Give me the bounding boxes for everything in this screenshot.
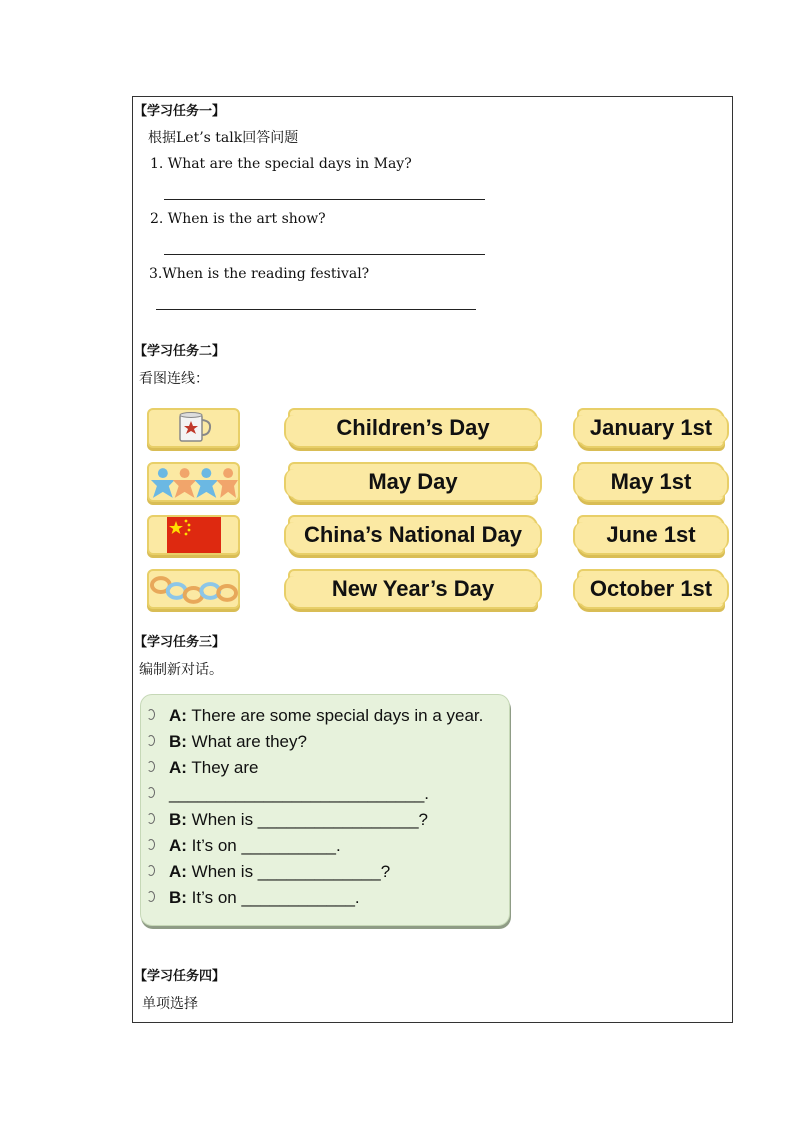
ring-icon [147,735,155,746]
ring-icon [147,891,155,902]
picture-card-people[interactable] [147,462,240,502]
answer-line-1[interactable] [164,199,485,200]
ring-icon [147,709,155,720]
task1-heading: 【学习任务一】 [134,104,226,119]
dialogue-line-5[interactable]: B: When is _________________? [169,810,428,829]
mug-icon [174,411,214,445]
task4-instruction: 单项选择 [142,996,198,1012]
ring-icon [147,839,155,850]
dialogue-line-7[interactable]: A: When is _____________? [169,862,391,881]
dialogue-line-2: B: What are they? [169,732,307,751]
task3-instruction: 编制新对话。 [139,662,223,678]
task2-instruction: 看图连线： [139,371,209,387]
holiday-new-years-day[interactable]: New Year’s Day [288,569,538,609]
people-chain-icon [149,464,238,500]
answer-line-2[interactable] [164,254,485,255]
dialogue-box [140,694,510,926]
ring-icon [147,761,155,772]
question-2: 2. When is the art show? [150,211,326,227]
picture-card-flag[interactable] [147,515,240,555]
picture-card-chain[interactable] [147,569,240,609]
dialogue-line-3: A: They are [169,758,259,777]
holiday-national-day[interactable]: China’s National Day [288,515,538,555]
dialogue-line-1: A: There are some special days in a year. [169,706,484,725]
date-january-1st[interactable]: January 1st [577,408,725,448]
holiday-childrens-day[interactable]: Children’s Day [288,408,538,448]
question-1: 1. What are the special days in May? [150,156,412,172]
dialogue-line-4[interactable]: ___________________________. [169,784,429,803]
dialogue-line-6[interactable]: A: It’s on __________. [169,836,341,855]
paper-chain-icon [149,571,238,607]
holiday-may-day[interactable]: May Day [288,462,538,502]
ring-icon [147,787,155,798]
ring-icon [147,865,155,876]
answer-line-3[interactable] [156,309,476,310]
date-october-1st[interactable]: October 1st [577,569,725,609]
question-3: 3.When is the reading festival? [149,266,370,282]
picture-card-mug[interactable] [147,408,240,448]
dialogue-line-8[interactable]: B: It’s on ____________. [169,888,360,907]
task3-heading: 【学习任务三】 [134,635,226,650]
ring-icon [147,813,155,824]
china-flag-icon [167,517,221,553]
task4-heading: 【学习任务四】 [134,969,226,984]
task1-instruction: 根据Let’s talk回答问题 [148,130,299,146]
date-june-1st[interactable]: June 1st [577,515,725,555]
date-may-1st[interactable]: May 1st [577,462,725,502]
task2-heading: 【学习任务二】 [134,344,226,359]
